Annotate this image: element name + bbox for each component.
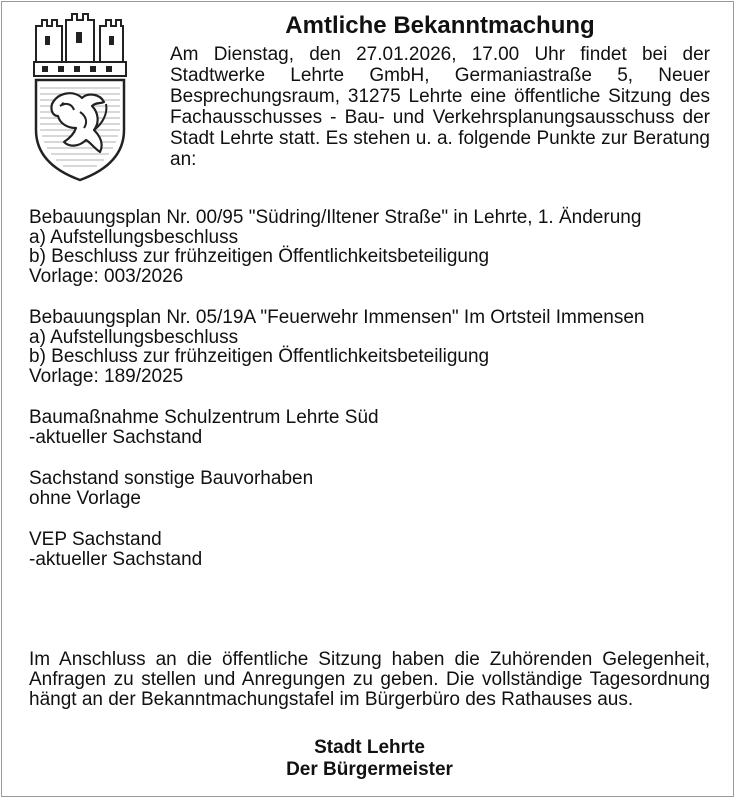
agenda-item-line: a) Aufstellungsbeschluss <box>29 226 239 248</box>
notice-closing: Im Anschluss an die öffentliche Sitzung haben die Zuhörenden Gelegenheit, Anfragen zu stellen und Anregungen zu geben. Die vollständige Tagesordnung hängt an der Bekanntmachungstafel im Bürgerbüro des Rathauses aus. <box>29 649 710 710</box>
agenda-item-heading: Bebauungsplan Nr. 05/19A "Feuerwehr Immensen" Im Ortsteil Immensen <box>29 307 645 328</box>
agenda-item-line: Vorlage: 003/2026 <box>29 265 184 287</box>
agenda-item <box>29 308 710 386</box>
agenda-item-heading: Baumaßnahme Schulzentrum Lehrte Süd <box>29 407 379 428</box>
signature-title: Der Bürgermeister <box>286 759 453 780</box>
agenda-item-line: ohne Vorlage <box>29 487 141 509</box>
agenda-item-line: b) Beschluss zur frühzeitigen Öffentlichkeitsbeteiligung <box>29 246 490 267</box>
agenda-item <box>29 530 710 569</box>
agenda-item <box>29 408 710 447</box>
agenda-item <box>29 208 710 286</box>
agenda-item-heading: Sachstand sonstige Bauvorhaben <box>29 468 314 489</box>
agenda-list <box>29 208 710 591</box>
agenda-item-line: b) Beschluss zur frühzeitigen Öffentlichkeitsbeteiligung <box>29 346 490 367</box>
signature-block <box>29 737 710 781</box>
lehrte-coat-of-arms-icon <box>30 12 130 182</box>
agenda-item-line: -aktueller Sachstand <box>29 548 203 570</box>
agenda-item <box>29 469 710 508</box>
notice-intro: Am Dienstag, den 27.01.2026, 17.00 Uhr findet bei der Stadtwerke Lehrte GmbH, Germaniastraße 5, Neuer Besprechungsraum, 31275 Lehrte eine öffentliche Sitzung des Fachausschusses - Bau- und Verkehrsplanungsausschuss der Stadt Lehrte statt. Es stehen u. a. folgende Punkte zur Beratung an: <box>170 44 710 170</box>
notice-title: Amtliche Bekanntmachung <box>285 12 595 39</box>
agenda-item-heading: VEP Sachstand <box>29 529 162 550</box>
signature-city: Stadt Lehrte <box>314 737 425 758</box>
agenda-item-line: Vorlage: 189/2025 <box>29 365 184 387</box>
agenda-item-heading: Bebauungsplan Nr. 00/95 "Südring/Iltener Straße" in Lehrte, 1. Änderung <box>29 207 642 228</box>
agenda-item-line: -aktueller Sachstand <box>29 426 203 448</box>
agenda-item-line: a) Aufstellungsbeschluss <box>29 326 239 348</box>
